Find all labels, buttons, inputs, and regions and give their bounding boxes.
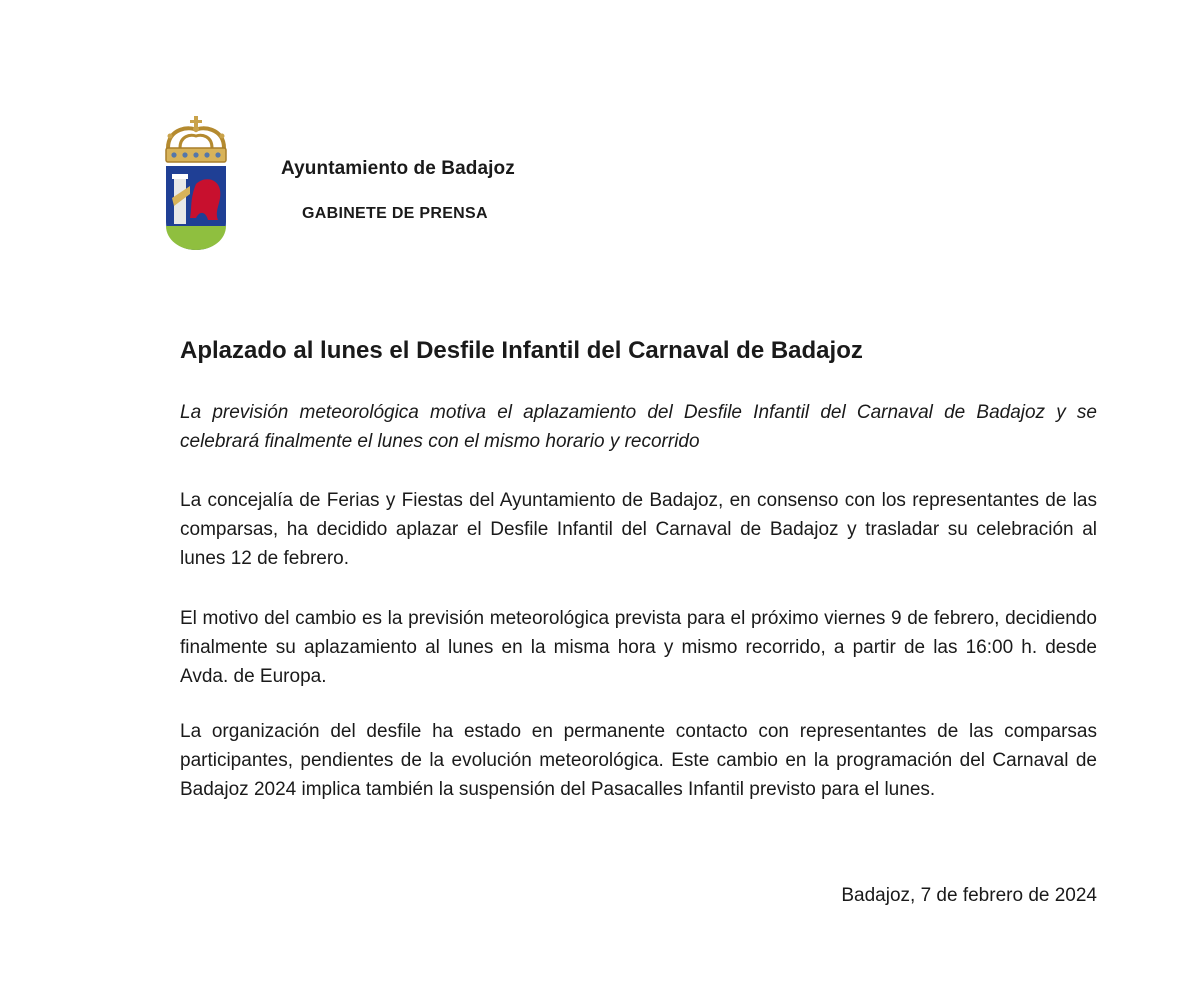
paragraph-text: El motivo del cambio es la previsión meteorológica prevista para el próximo viernes 9 de febrero, decidiendo finalmente su aplazamiento al lunes en la misma hora y mismo recorrido, a partir de las 16:00 h. desde Avda. de Europa. <box>180 608 1097 687</box>
paragraph-text: La organización del desfile ha estado en permanente contacto con representantes de las comparsas participantes, pendientes de la evolución meteorológica. Este cambio en la programación del Carnaval de Badajoz 2024 implica también la suspensión del Pasacalles Infantil previsto para el lunes. <box>180 721 1097 800</box>
article-paragraph-3 <box>180 717 1097 804</box>
paragraph-text: La concejalía de Ferias y Fiestas del Ayuntamiento de Badajoz, en consenso con los representantes de las comparsas, ha decidido aplazar el Desfile Infantil del Carnaval de Badajoz y trasladar su celebración al lunes 12 de febrero. <box>180 490 1097 569</box>
article-paragraph-2 <box>180 604 1097 691</box>
article-paragraph-1 <box>180 486 1097 573</box>
city-crest-icon <box>160 114 232 254</box>
organization-name: Ayuntamiento de Badajoz <box>281 158 515 179</box>
article-subtitle: La previsión meteorológica motiva el aplazamiento del Desfile Infantil del Carnaval de Badajoz y se celebrará finalmente el lunes con el mismo horario y recorrido <box>180 402 1097 452</box>
date-signoff: Badajoz, 7 de febrero de 2024 <box>841 885 1097 906</box>
article-title: Aplazado al lunes el Desfile Infantil del Carnaval de Badajoz <box>180 337 863 364</box>
article-subtitle-block <box>180 398 1097 456</box>
department-name: GABINETE DE PRENSA <box>302 205 488 222</box>
